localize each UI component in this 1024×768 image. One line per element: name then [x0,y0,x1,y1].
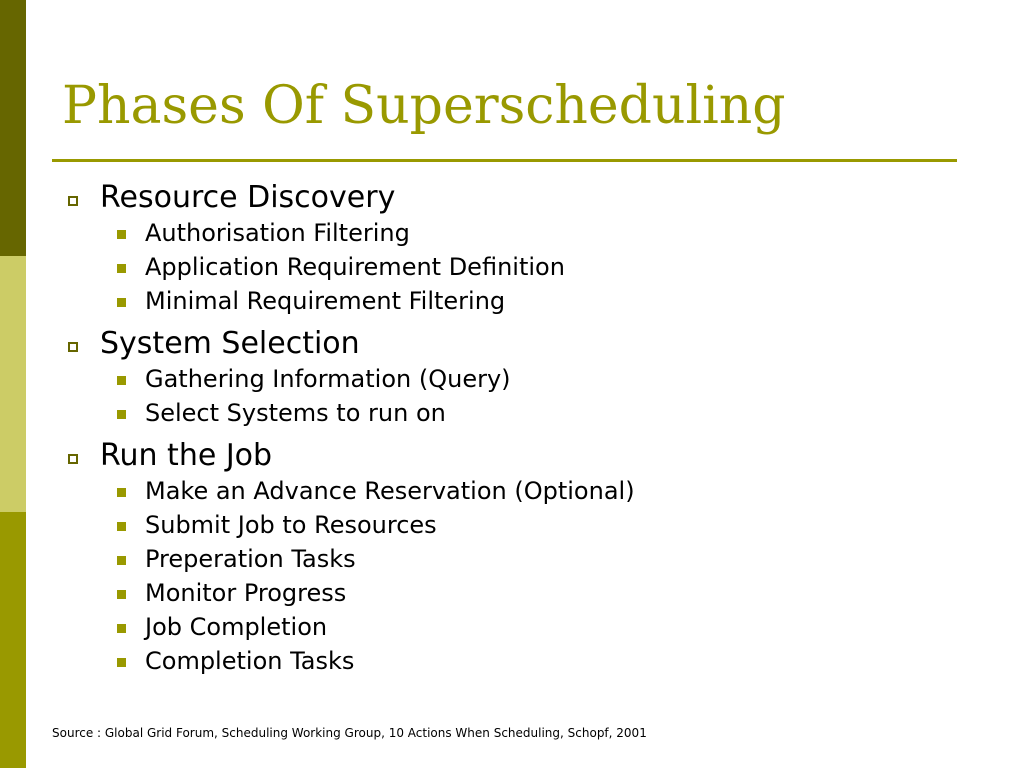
step-label: Select Systems to run on [145,399,446,427]
phase-item [0,434,980,678]
square-bullet-icon [117,230,126,239]
hollow-square-bullet-icon [68,342,78,352]
hollow-square-bullet-icon [68,454,78,464]
step-label: Completion Tasks [145,647,355,675]
phase-heading [0,176,980,216]
step-label: Application Requirement Definition [145,253,565,281]
step-list [0,474,980,678]
step-label: Gathering Information (Query) [145,365,511,393]
square-bullet-icon [117,522,126,531]
step-label: Authorisation Filtering [145,219,410,247]
step-label: Submit Job to Resources [145,511,437,539]
square-bullet-icon [117,298,126,307]
step-item [0,250,980,284]
step-label: Job Completion [145,613,328,641]
phase-label: Run the Job [100,438,273,473]
square-bullet-icon [117,264,126,273]
step-item [0,542,980,576]
step-label: Minimal Requirement Filtering [145,287,506,315]
phase-item [0,322,980,430]
slide-title: Phases Of Superscheduling [62,76,786,136]
step-item [0,474,980,508]
phase-label: System Selection [100,326,360,361]
step-list [0,362,980,430]
step-item [0,362,980,396]
step-label: Make an Advance Reservation (Optional) [145,477,635,505]
step-item [0,610,980,644]
step-label: Monitor Progress [145,579,347,607]
square-bullet-icon [117,488,126,497]
source-citation: Source : Global Grid Forum, Scheduling Working Group, 10 Actions When Scheduling, Schopf, 2001 [52,726,647,740]
phase-outline [0,176,980,678]
step-list [0,216,980,318]
square-bullet-icon [117,590,126,599]
step-item [0,576,980,610]
step-item [0,396,980,430]
square-bullet-icon [117,658,126,667]
step-label: Preperation Tasks [145,545,356,573]
step-item [0,284,980,318]
phase-heading [0,434,980,474]
step-item [0,508,980,542]
square-bullet-icon [117,376,126,385]
square-bullet-icon [117,556,126,565]
step-item [0,644,980,678]
step-item [0,216,980,250]
phase-item [0,176,980,318]
phase-label: Resource Discovery [100,180,396,215]
square-bullet-icon [117,624,126,633]
square-bullet-icon [117,410,126,419]
hollow-square-bullet-icon [68,196,78,206]
title-divider [52,159,957,162]
phase-heading [0,322,980,362]
